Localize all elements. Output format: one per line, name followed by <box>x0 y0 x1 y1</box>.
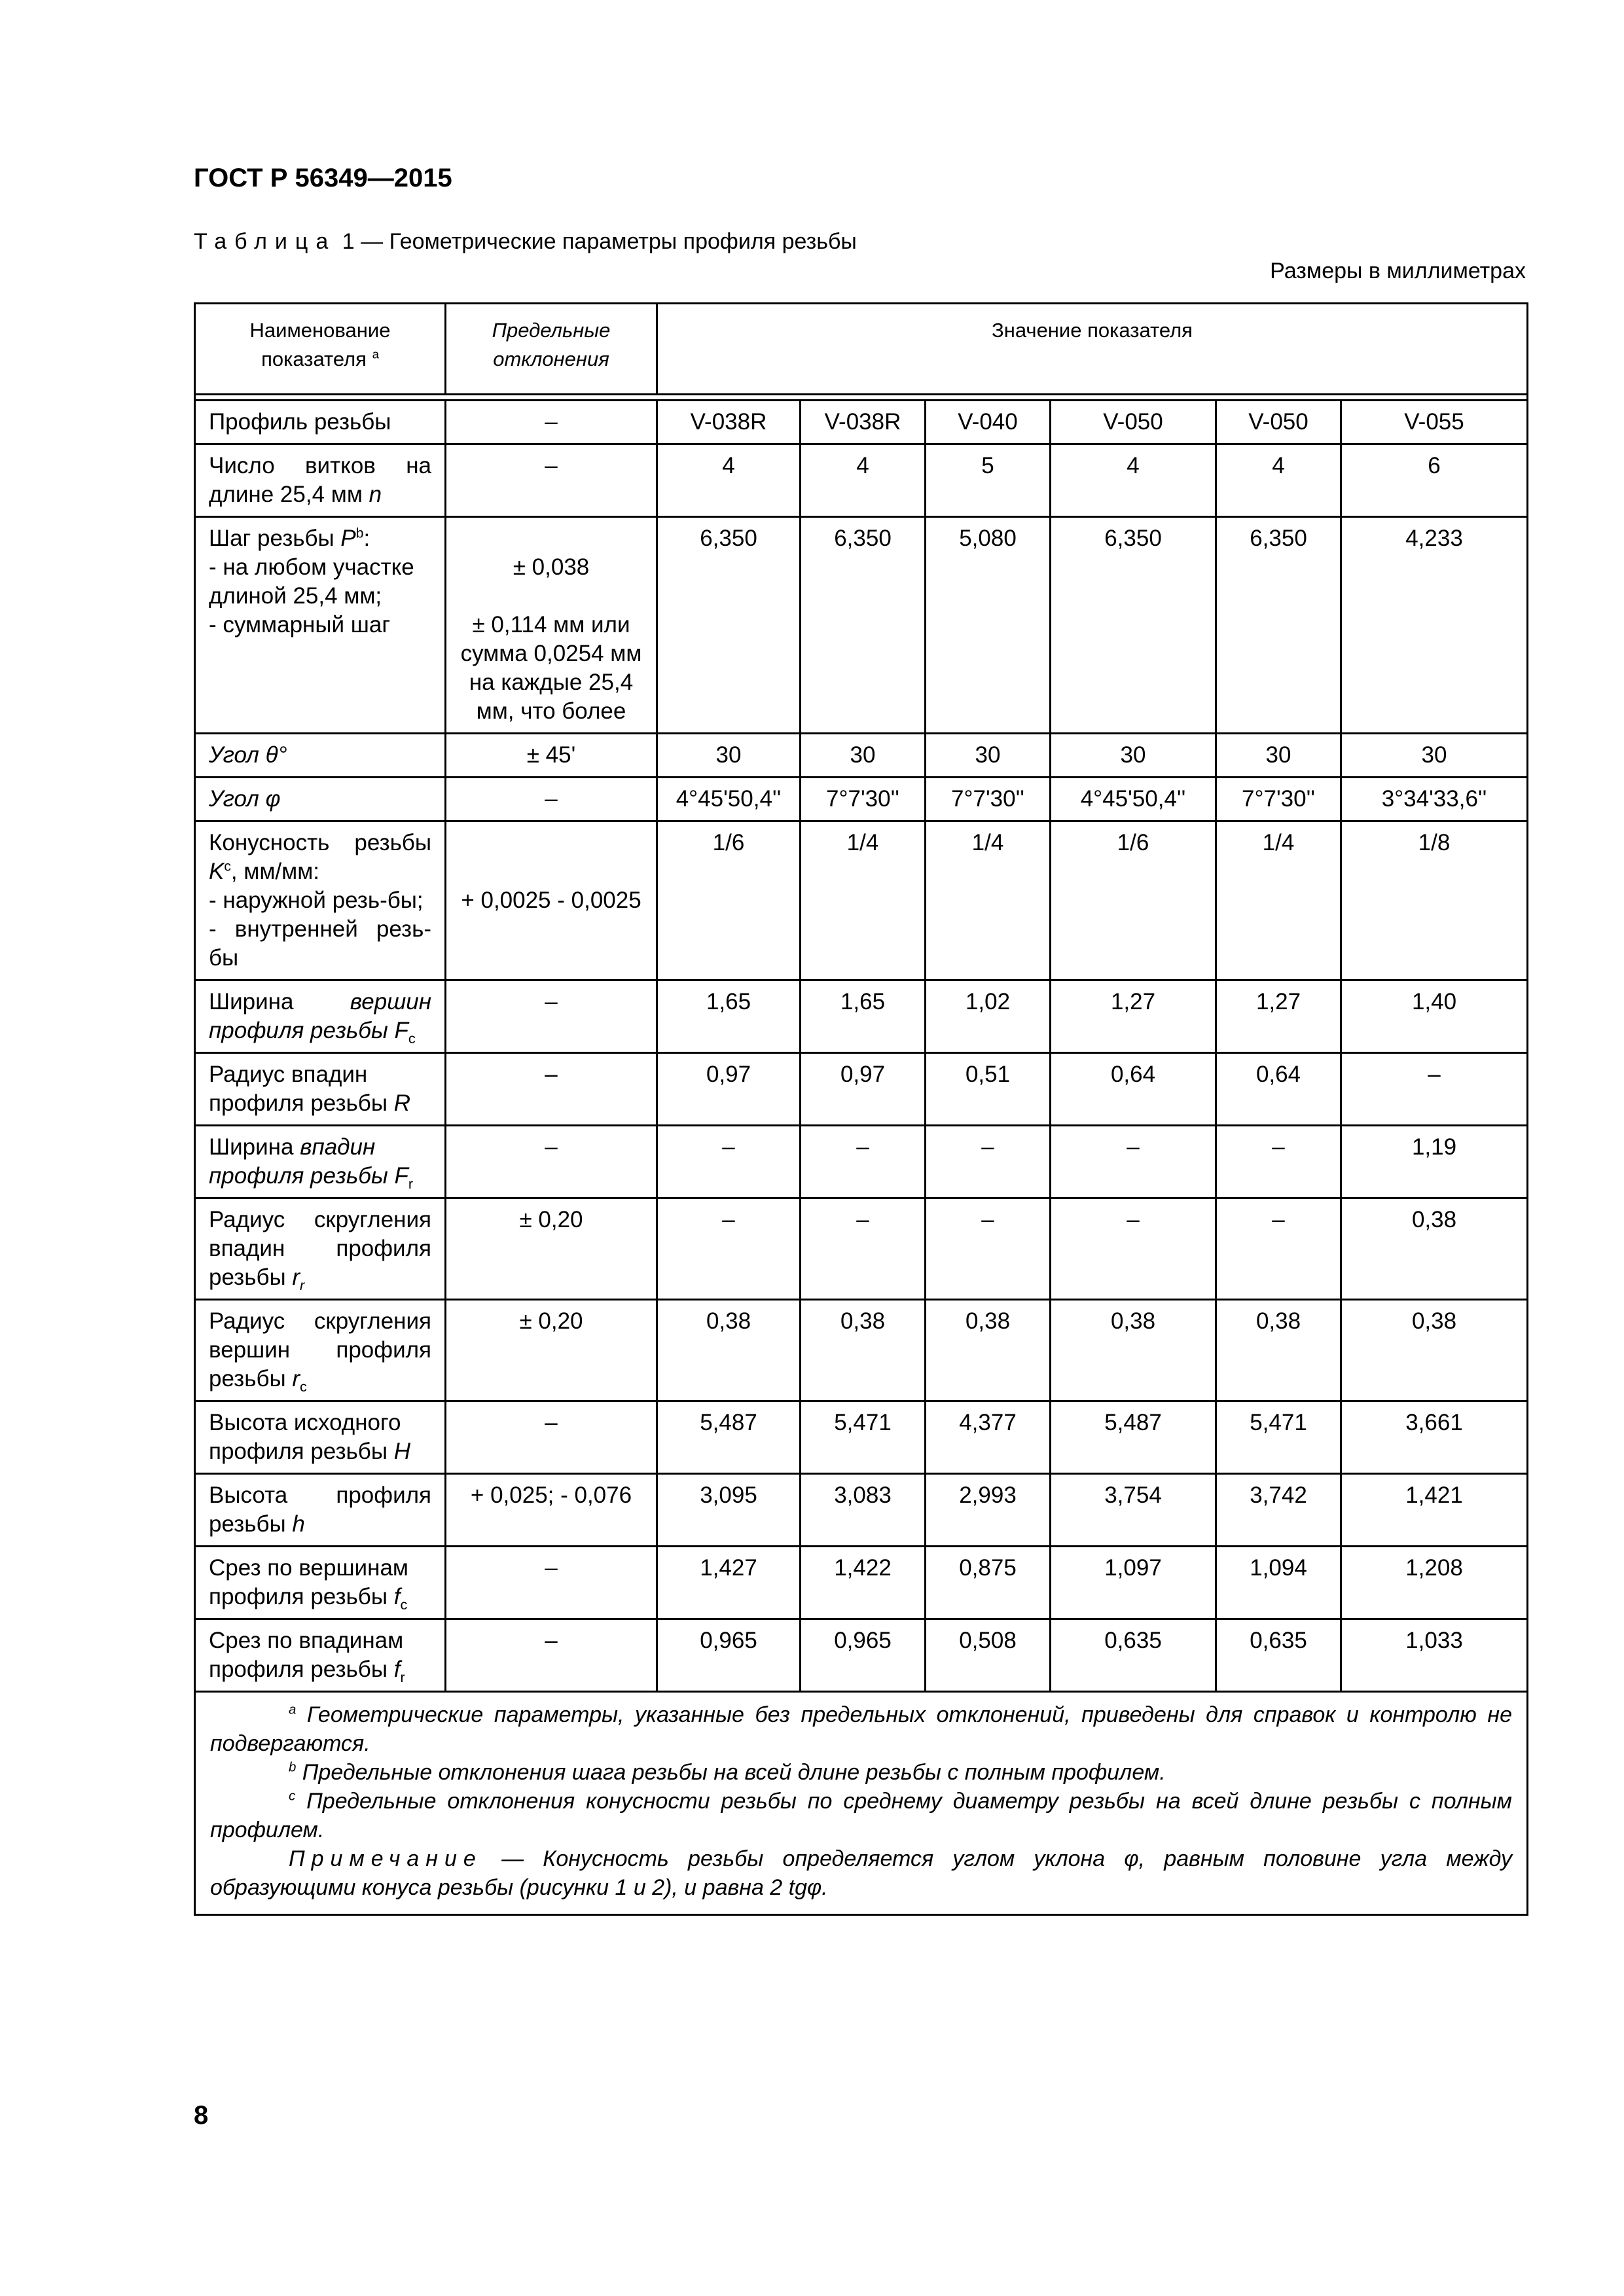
row-name: Срез по вершинам профиля резьбы $f_c$ <box>195 1547 446 1619</box>
header-value: Значение показателя <box>657 304 1528 395</box>
page-number: 8 <box>194 2101 209 2130</box>
row-name: Профиль резьбы <box>195 401 446 444</box>
row-name: Радиус впадин профиля резьбы R <box>195 1053 446 1126</box>
table-header-row <box>195 304 1528 395</box>
thread-parameters-table <box>194 302 1528 1916</box>
row-name: Радиус скругления вершин профиля резьбы $r_c$ <box>195 1300 446 1401</box>
table-footnotes <box>195 1692 1528 1915</box>
footnote-b: $^b$ Предельные отклонения шага резьбы на всей длине резьбы с полным профилем. <box>289 1760 1166 1785</box>
header-name: Наименование показателя $^а$ <box>195 304 446 395</box>
row-name: Конусность резьбы $K^c$, мм/мм: - наружной резь-бы; - внутренней резь-бы <box>195 821 446 980</box>
row-tolerance: ± 0,038 ± 0,114 мм или сумма 0,0254 мм на каждые 25,4 мм, что более <box>446 517 657 734</box>
footnote-a: $^а$ Геометрические параметры, указанные без предельных отклонений, приведены для справок и контролю не подвергаются. <box>210 1702 1512 1756</box>
footnote-c: $^c$ Предельные отклонения конусности резьбы по среднему диаметру резьбы на всей длине резьбы с полным профилем. <box>210 1789 1512 1842</box>
row-tolerance: + 0,0025 - 0,0025 <box>446 821 657 980</box>
caption-number: 1 <box>342 229 355 254</box>
row-name: Радиус скругления впадин профиля резьбы $r_r$ <box>195 1198 446 1300</box>
row-name: Высота исходного профиля резьбы H <box>195 1401 446 1474</box>
table-row: Профиль резьбы – V-038R V-038R V-040 V-050 V-050 V-055 <box>195 401 1528 444</box>
row-name: Ширина вершин профиля резьбы $F_c$ <box>195 980 446 1053</box>
table-row: Шаг резьбы $P^b$: - на любом участке длиной 25,4 мм; - суммарный шаг ± 0,038 ± 0,114 мм или сумма 0,0254 мм на каждые 25,4 мм, что более 6,350 6,350 5,080 6,350 6,350 4,233 <box>195 517 1528 734</box>
table-row: Радиус скругления впадин профиля резьбы $r_r$ ± 0,20 – – – – – 0,38 <box>195 1198 1528 1300</box>
table-row: Срез по вершинам профиля резьбы $f_c$ – 1,427 1,422 0,875 1,097 1,094 1,208 <box>195 1547 1528 1619</box>
document-header: ГОСТ Р 56349—2015 <box>194 164 452 192</box>
row-name: Срез по впадинам профиля резьбы $f_r$ <box>195 1619 446 1692</box>
row-name: Высота профиля резьбы h <box>195 1474 446 1547</box>
row-name: Угол φ <box>195 778 446 821</box>
table-row: Радиус впадин профиля резьбы R – 0,97 0,97 0,51 0,64 0,64 – <box>195 1053 1528 1126</box>
table-row: Ширина вершин профиля резьбы $F_c$ – 1,65 1,65 1,02 1,27 1,27 1,40 <box>195 980 1528 1053</box>
caption-text: — Геометрические параметры профиля резьбы <box>361 229 857 254</box>
table-row: Ширина впадин профиля резьбы $F_r$ – – – – – – 1,19 <box>195 1126 1528 1198</box>
units-note: Размеры в миллиметрах <box>1270 259 1526 283</box>
table-row: Радиус скругления вершин профиля резьбы $r_c$ ± 0,20 0,38 0,38 0,38 0,38 0,38 0,38 <box>195 1300 1528 1401</box>
table-row: Угол φ – 4°45'50,4'' 7°7'30'' 7°7'30'' 4°45'50,4'' 7°7'30'' 3°34'33,6'' <box>195 778 1528 821</box>
table-caption <box>194 229 857 255</box>
row-name: Ширина впадин профиля резьбы $F_r$ <box>195 1126 446 1198</box>
row-name: Число витков на длине 25,4 мм n <box>195 444 446 517</box>
table-note: Примечание — Конусность резьбы определяется углом уклона φ, равным половине угла между образующими конуса резьбы (рисунки 1 и 2), и равна 2 tgφ. <box>210 1846 1512 1900</box>
header-tolerance: Предельные отклонения <box>446 304 657 395</box>
table-row: Число витков на длине 25,4 мм n – 4 4 5 4 4 6 <box>195 444 1528 517</box>
table-row: Высота профиля резьбы h + 0,025; - 0,076 3,095 3,083 2,993 3,754 3,742 1,421 <box>195 1474 1528 1547</box>
row-name: Шаг резьбы $P^b$: - на любом участке длиной 25,4 мм; - суммарный шаг <box>195 517 446 734</box>
row-name: Угол θ° <box>195 734 446 778</box>
table-row: Конусность резьбы $K^c$, мм/мм: - наружной резь-бы; - внутренней резь-бы + 0,0025 - 0,0025 1/6 1/4 1/4 1/6 1/4 1/8 <box>195 821 1528 980</box>
table-row: Высота исходного профиля резьбы H – 5,487 5,471 4,377 5,487 5,471 3,661 <box>195 1401 1528 1474</box>
caption-word: Таблица <box>194 229 336 254</box>
table-row: Срез по впадинам профиля резьбы $f_r$ – 0,965 0,965 0,508 0,635 0,635 1,033 <box>195 1619 1528 1692</box>
table-row: Угол θ° ± 45' 30 30 30 30 30 30 <box>195 734 1528 778</box>
